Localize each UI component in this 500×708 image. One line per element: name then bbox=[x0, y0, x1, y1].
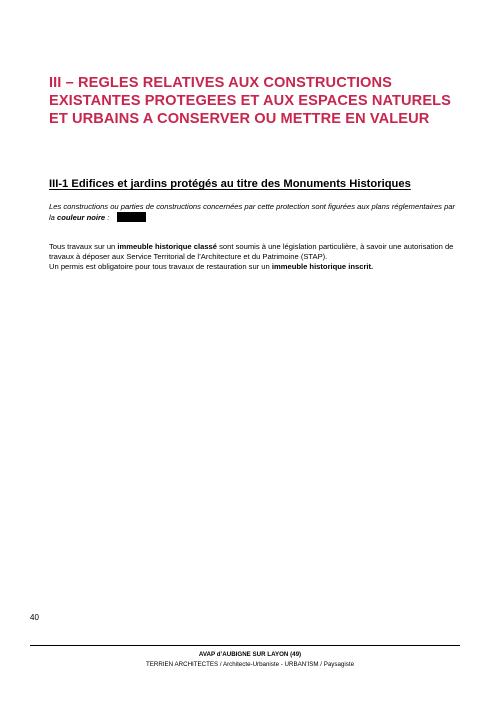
body-p2-emphasis: immeuble historique inscrit. bbox=[271, 261, 374, 271]
page-number: 40 bbox=[30, 613, 39, 622]
intro-emphasis: couleur noire bbox=[57, 213, 106, 222]
section-body bbox=[49, 242, 459, 271]
body-p1-emphasis: immeuble historique classé bbox=[117, 242, 217, 251]
chapter-title: III – REGLES RELATIVES AUX CONSTRUCTIONS EXISTANTES PROTEGEES ET AUX ESPACES NATURELS ET URBAINS A CONSERVER OU METTRE EN VALEUR bbox=[49, 75, 451, 127]
body-paragraph-2 bbox=[49, 262, 459, 272]
body-p2-before: Un permis est obligatoire pour tous travaux de restauration sur un bbox=[49, 261, 272, 271]
body-paragraph-1 bbox=[49, 242, 459, 262]
footer-divider bbox=[30, 645, 460, 646]
intro-suffix: : bbox=[105, 213, 110, 222]
section-title: III-1 Edifices et jardins protégés au titre des Monuments Historiques bbox=[49, 178, 411, 190]
body-p1-after: sont soumis à une législation particulière, à savoir une autorisation de travaux à déposer aux Service Territorial de l’Architecture et du Patrimoine (STAP). bbox=[49, 242, 454, 261]
section-intro bbox=[49, 202, 459, 223]
footer-title: AVAP d’AUBIGNE SUR LAYON (49) bbox=[198, 651, 302, 658]
body-p1-before: Tous travaux sur un bbox=[49, 242, 118, 251]
black-color-legend-swatch bbox=[117, 212, 146, 222]
intro-prefix: Les constructions ou parties de constructions concernées par cette protection sont figurées aux plans réglementaires par la bbox=[49, 202, 456, 222]
footer-credits: TERRIEN ARCHITECTES / Architecte-Urbaniste - URBAN’ISM / Paysagiste bbox=[145, 661, 355, 668]
